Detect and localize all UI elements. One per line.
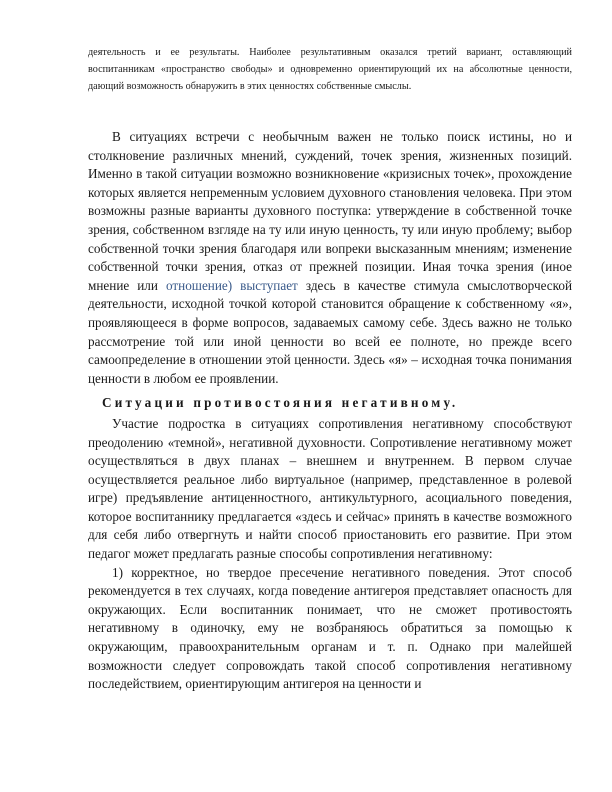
main-text <box>88 128 572 694</box>
paragraph-text: В ситуациях встречи с необычным важен не только поиск истины, но и столкновение различных мнений, суждений, точек зрения, жизненных позиций. Именно в такой ситуации возможно возникновение «кризисных точек», прохождение которых является непременным условием духовного становления человека. При этом возможны разные варианты духовного поступка: утверждение в собственной точке зрения, собственном взгляде на ту или иную ценность, ту или иную проблему; выбор собственной точки зрения благодаря или вопреки высказанным мнениям; изменение собственной точки зрения, отказ от прежней позиции. Иная точка зрения (иное мнение или <box>88 129 572 293</box>
paragraph-encounter-situations <box>88 128 572 388</box>
paragraph-text-continued: здесь в качестве стимула смыслотворческой деятельности, исходной точкой которой становится обращение к собственному «я», проявляющееся в форме вопросов, задаваемых самому себе. Здесь важно не только рассмотрение той или иной ценности во всей ее полноте, но прежде всего самоопределение в отношении этой ценности. Здесь «я» – исходная точка понимания ценности в любом ее проявлении. <box>88 277 573 386</box>
paragraph-resistance: Участие подростка в ситуациях сопротивления негативному способствуют преодолению «темной», негативной духовности. Сопротивление негативному может осуществляться в двух планах – внешнем и внутреннем. В первом случае осуществляется реальное либо виртуальное (например, представленное в ролевой игре) предъявление антиценностного, антикультурного, асоциального поведения, которое воспитаннику предлагается «здесь и сейчас» принять в качестве возможного для себя либо отвергнуть и найти способ приостановить его развитие. При этом педагог может предлагать разные способы сопротивления негативному: <box>88 415 572 562</box>
highlighted-text: отношение) выступает <box>165 277 298 293</box>
paragraph-method-1: 1) корректное, но твердое пресечение негативного поведения. Этот способ рекомендуется в тех случаях, когда поведение антигероя представляет опасность для окружающих. Если воспитанник понимает, что не сможет противостоять негативному в одиночку, ему не возбраняюсь обратиться за помощью к окружающим, правоохранительным органам и т. п. Однако при малейшей возможности следует сопровождать такой способ сопротивления негативному последействием, ориентирующим антигероя на ценности и <box>88 564 572 692</box>
top-paragraph: деятельность и ее результаты. Наиболее результативным оказался третий вариант, оставляющий воспитанникам «пространство свободы» и одновременно ориентирующий их на абсолютные ценности, дающий возможность обнаружить в этих ценностях собственные смыслы. <box>88 47 572 92</box>
section-heading: Ситуации противостояния негативному. <box>102 395 459 411</box>
